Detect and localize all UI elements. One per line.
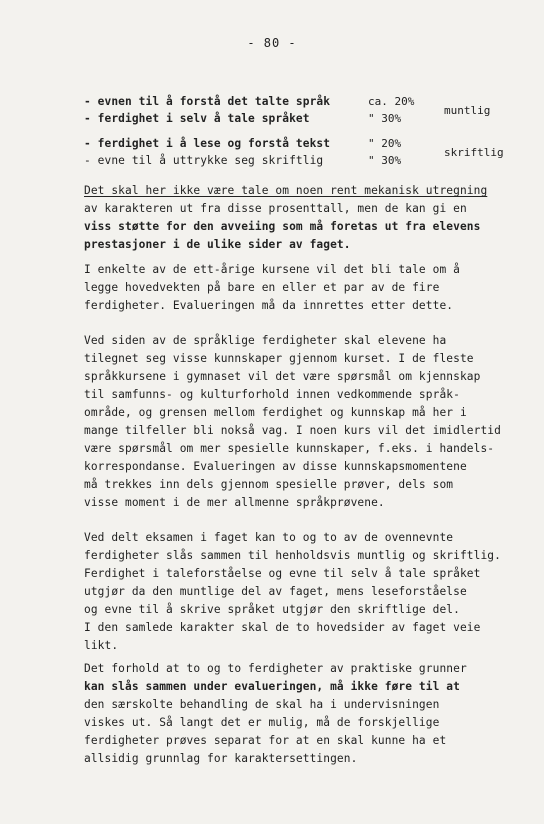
skill-share: " 30% (368, 154, 402, 167)
paragraph-line: ferdigheter prøves separat for at en skal kunne ha et (84, 734, 447, 747)
paragraph-line: viss støtte for den avveiing som må foretas ut fra elevens (84, 220, 481, 233)
paragraph-line: ferdigheter slås sammen til henholdsvis muntlig og skriftlig. (84, 549, 501, 562)
paragraph-line: språkkursene i gymnaset vil det være spørsmål om kjennskap (84, 370, 481, 383)
paragraph-line: Ved siden av de språklige ferdigheter skal elevene ha (84, 334, 447, 347)
paragraph-line: Det forhold at to og to ferdigheter av praktiske grunner (84, 662, 467, 675)
skill-line: - ferdighet i selv å tale språket (84, 112, 310, 125)
paragraph-line: allsidig grunnlag for karaktersettingen. (84, 752, 358, 765)
paragraph-line: være spørsmål om mer spesielle kunnskaper, f.eks. i handels- (84, 442, 495, 455)
paragraph-line: Ferdighet i taleforståelse og evne til selv å tale språket (84, 567, 481, 580)
paragraph-line: ferdigheter. Evalueringen må da innrettes etter dette. (84, 299, 454, 312)
paragraph-line: må trekkes inn dels gjennom spesielle prøver, dels som (84, 478, 454, 491)
paragraph-line: I den samlede karakter skal de to hovedsider av faget veie (84, 621, 481, 634)
paragraph-line: legge hovedvekten på bare en eller et par av de fire (84, 281, 440, 294)
paragraph-line: utgjør da den muntlige del av faget, mens leseforståelse (84, 585, 467, 598)
paragraph-line: kan slås sammen under evalueringen, må ikke føre til at (84, 680, 460, 693)
skill-share: " 20% (368, 137, 402, 150)
paragraph-line: Det skal her ikke være tale om noen rent mekanisk utregning (84, 184, 488, 197)
paragraph-line: prestasjoner i de ulike sider av faget. (84, 238, 351, 251)
paragraph-line: viskes ut. Så langt det er mulig, må de forskjellige (84, 716, 440, 729)
paragraph-line: I enkelte av de ett-årige kursene vil det bli tale om å (84, 263, 460, 276)
paragraph-line: tilegnet seg visse kunnskaper gjennom kurset. I de fleste (84, 352, 474, 365)
paragraph-line: av karakteren ut fra disse prosenttall, men de kan gi en (84, 202, 467, 215)
skill-share: " 30% (368, 112, 402, 125)
paragraph-line: mange tilfeller bli nokså vag. I noen kurs vil det imidlertid (84, 424, 501, 437)
page-number: - 80 - (247, 36, 297, 50)
skill-line: - ferdighet i å lese og forstå tekst (84, 137, 331, 150)
paragraph-line: korrespondanse. Evalueringen av disse kunnskapsmomentene (84, 460, 467, 473)
paragraph-line: den særskolte behandling de skal ha i undervisningen (84, 698, 440, 711)
paragraph-line: område, og grensen mellom ferdighet og kunnskap må her i (84, 406, 467, 419)
paragraph-line: Ved delt eksamen i faget kan to og to av de ovennevnte (84, 531, 454, 544)
paragraph-line: visse moment i de mer allmenne språkprøvene. (84, 496, 385, 509)
group-label-written: skriftlig (444, 146, 504, 159)
group-label-oral: muntlig (444, 104, 491, 117)
skill-line: - evne til å uttrykke seg skriftlig (84, 154, 324, 167)
paragraph-line: og evne til å skrive språket utgjør den skriftlige del. (84, 603, 460, 616)
skill-share: ca. 20% (368, 95, 415, 108)
skill-line: - evnen til å forstå det talte språk (84, 95, 331, 108)
paragraph-line: til samfunns- og kulturforhold innen vedkommende språk- (84, 388, 460, 401)
paragraph-line: likt. (84, 639, 119, 652)
